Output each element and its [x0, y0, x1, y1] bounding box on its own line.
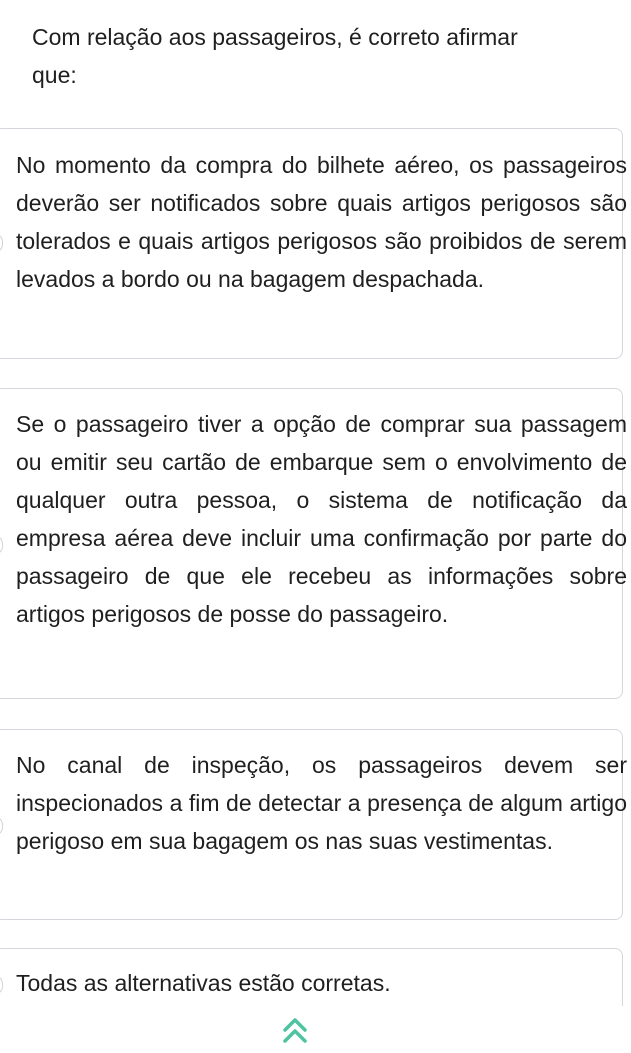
radio-d[interactable]	[0, 975, 3, 995]
option-c-text: No canal de inspeção, os passageiros devem ser inspecionados a fim de detectar a presença de algum artigo perigoso em sua bagagem os nas suas vestimentas.	[16, 752, 627, 854]
bottom-bar	[0, 1006, 631, 1053]
question-text: Com relação aos passageiros, é correto afirmar que:	[32, 24, 518, 88]
option-a-text: No momento da compra do bilhete aéreo, os passageiros deverão ser notificados sobre quais artigos perigosos são tolerados e quais artigos perigosos são proibidos de serem levados a bordo ou na bagagem despachada.	[16, 152, 627, 292]
radio-b[interactable]	[0, 535, 3, 555]
double-chevron-up-icon	[280, 1015, 310, 1045]
option-d-text: Todas as alternativas estão corretas.	[16, 970, 391, 996]
radio-a[interactable]	[0, 233, 3, 253]
scroll-to-top-button[interactable]	[275, 1012, 315, 1048]
radio-c[interactable]	[0, 816, 3, 836]
option-b-text: Se o passageiro tiver a opção de comprar sua passagem ou emitir seu cartão de embarque sem o envolvimento de qualquer outra pessoa, o sistema de notificação da empresa aérea deve incluir uma confirmação por parte do passageiro de que ele recebeu as informações sobre artigos perigosos de posse do passageiro.	[16, 411, 627, 627]
